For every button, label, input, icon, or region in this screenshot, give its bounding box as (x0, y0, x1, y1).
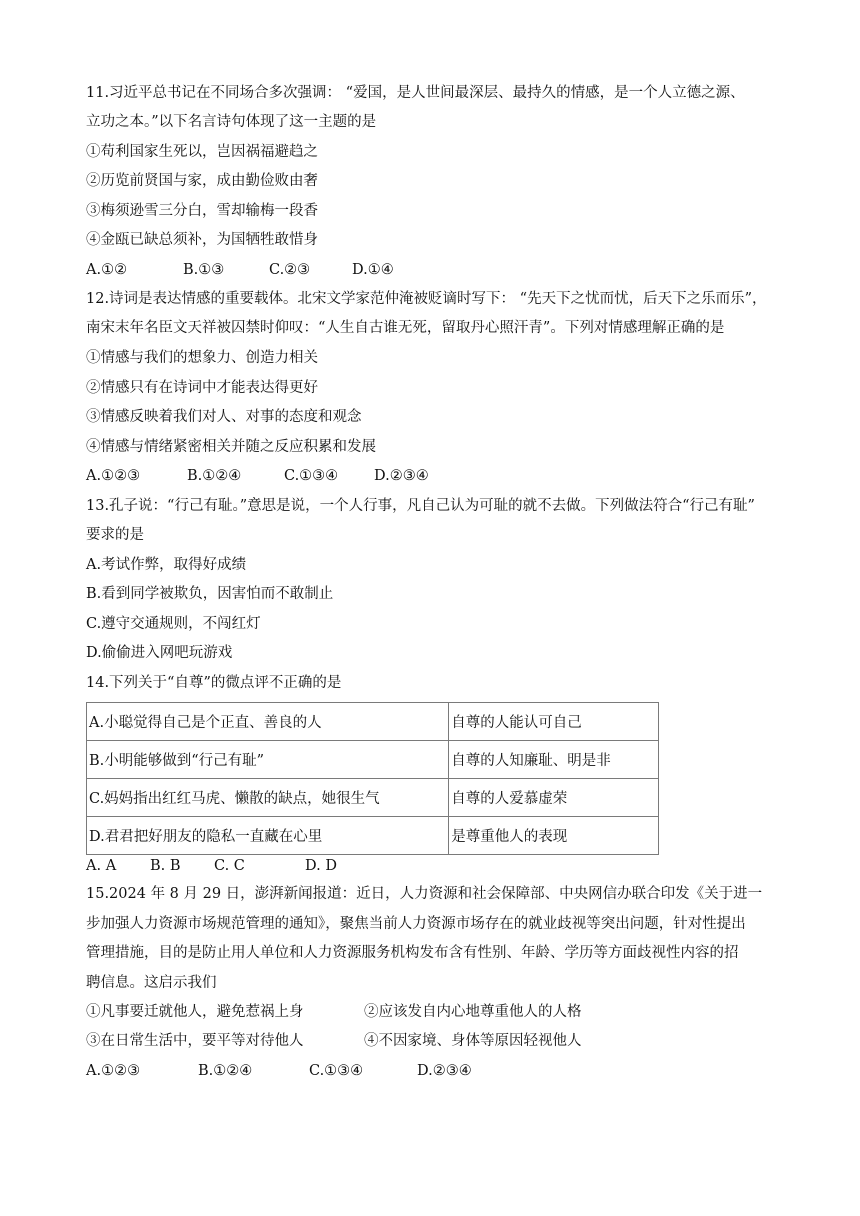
q11-option-d: D.①④ (352, 262, 394, 278)
q15-stem-line1: 15.2024 年 8 月 29 日，澎湃新闻报道：近日，人力资源和社会保障部、中央网信办联合印发《关于进一 (86, 886, 763, 902)
q12-option-d: D.②③④ (374, 468, 429, 484)
q12-stem-line1: 12.诗词是表达情感的重要载体。北宋文学家范仲淹被贬谪时写下： “先天下之忧而忧，后天下之乐而乐”， (86, 291, 767, 307)
q13-option-c: C.遵守交通规则，不闯红灯 (86, 616, 261, 632)
q11-item-3: ③梅须逊雪三分白，雪却输梅一段香 (86, 203, 318, 219)
q14-table (86, 702, 659, 855)
q14-option-b: B. B (150, 858, 181, 874)
q11-item-1: ①苟利国家生死以，岂因祸福避趋之 (86, 144, 318, 160)
q12-stem-line2: 南宋末年名臣文天祥被囚禁时仰叹：“人生自古谁无死，留取丹心照汗青”。下列对情感理解正确的是 (86, 320, 725, 336)
q11-stem-line2: 立功之本。”以下名言诗句体现了这一主题的是 (86, 114, 377, 130)
q14-option-c: C. C (214, 858, 245, 874)
table-row (87, 703, 659, 741)
q14-comment-b: 自尊的人知廉耻、明是非 (449, 741, 659, 779)
q12-options (86, 466, 429, 486)
q15-option-a: A.①②③ (86, 1063, 141, 1079)
q12-option-c: C.①③④ (284, 468, 339, 484)
table-row (87, 741, 659, 779)
table-row (87, 817, 659, 855)
q15-items-row2 (86, 1031, 582, 1051)
q14-option-a: A. A (86, 858, 117, 874)
q14-case-c: C.妈妈指出红红马虎、懒散的缺点，她很生气 (87, 779, 449, 817)
q12-option-b: B.①②④ (187, 468, 242, 484)
q14-comment-d: 是尊重他人的表现 (449, 817, 659, 855)
q15-item-4: ④不因家境、身体等原因轻视他人 (364, 1033, 582, 1049)
q13-stem-line2: 要求的是 (86, 527, 144, 543)
q11-option-c: C.②③ (269, 262, 311, 278)
q14-stem: 14.下列关于“自尊”的微点评不正确的是 (86, 675, 342, 691)
q11-option-a: A.①② (86, 262, 128, 278)
q11-option-b: B.①③ (183, 262, 225, 278)
q12-option-a: A.①②③ (86, 468, 141, 484)
q14-case-b: B.小明能够做到“行己有耻” (87, 741, 449, 779)
q15-stem-line3: 管理措施，目的是防止用人单位和人力资源服务机构发布含有性别、年龄、学历等方面歧视性内容的招 (86, 945, 739, 961)
q15-option-b: B.①②④ (198, 1063, 253, 1079)
q15-stem-line2: 步加强人力资源市场规范管理的通知》，聚焦当前人力资源市场存在的就业歧视等突出问题，针对性提出 (86, 916, 746, 932)
q11-stem-line1: 11.习近平总书记在不同场合多次强调： “爱国，是人世间最深层、最持久的情感，是一个人立德之源、 (86, 85, 745, 101)
q12-item-4: ④情感与情绪紧密相关并随之反应积累和发展 (86, 439, 376, 455)
q15-stem-line4: 聘信息。这启示我们 (86, 975, 217, 991)
table-row (87, 779, 659, 817)
q13-option-b: B.看到同学被欺负，因害怕而不敢制止 (86, 586, 334, 602)
q14-case-d: D.君君把好朋友的隐私一直藏在心里 (87, 817, 449, 855)
q15-options (86, 1061, 472, 1081)
q12-item-3: ③情感反映着我们对人、对事的态度和观念 (86, 409, 362, 425)
q15-option-c: C.①③④ (309, 1063, 364, 1079)
q13-option-a: A.考试作弊，取得好成绩 (86, 557, 247, 573)
q15-item-3: ③在日常生活中，要平等对待他人 (86, 1033, 304, 1049)
q15-item-2: ②应该发自内心地尊重他人的人格 (364, 1004, 582, 1020)
q11-item-4: ④金瓯已缺总须补，为国牺牲敢惜身 (86, 232, 318, 248)
q14-case-a: A.小聪觉得自己是个正直、善良的人 (87, 703, 449, 741)
q11-item-2: ②历览前贤国与家，成由勤俭败由奢 (86, 173, 318, 189)
q13-stem-line1: 13.孔子说：“行己有耻。”意思是说，一个人行事，凡自己认为可耻的就不去做。下列做法符合“行己有耻” (86, 498, 755, 514)
q12-item-1: ①情感与我们的想象力、创造力相关 (86, 350, 318, 366)
q14-option-d: D. D (305, 858, 337, 874)
q15-option-d: D.②③④ (417, 1063, 472, 1079)
q13-option-d: D.偷偷进入网吧玩游戏 (86, 645, 233, 661)
q15-item-1: ①凡事要迁就他人，避免惹祸上身 (86, 1004, 304, 1020)
q11-options (86, 260, 394, 280)
q14-options (86, 856, 337, 876)
q14-comment-a: 自尊的人能认可自己 (449, 703, 659, 741)
q15-items-row1 (86, 1002, 582, 1022)
q12-item-2: ②情感只有在诗词中才能表达得更好 (86, 380, 318, 396)
q14-comment-c: 自尊的人爱慕虚荣 (449, 779, 659, 817)
